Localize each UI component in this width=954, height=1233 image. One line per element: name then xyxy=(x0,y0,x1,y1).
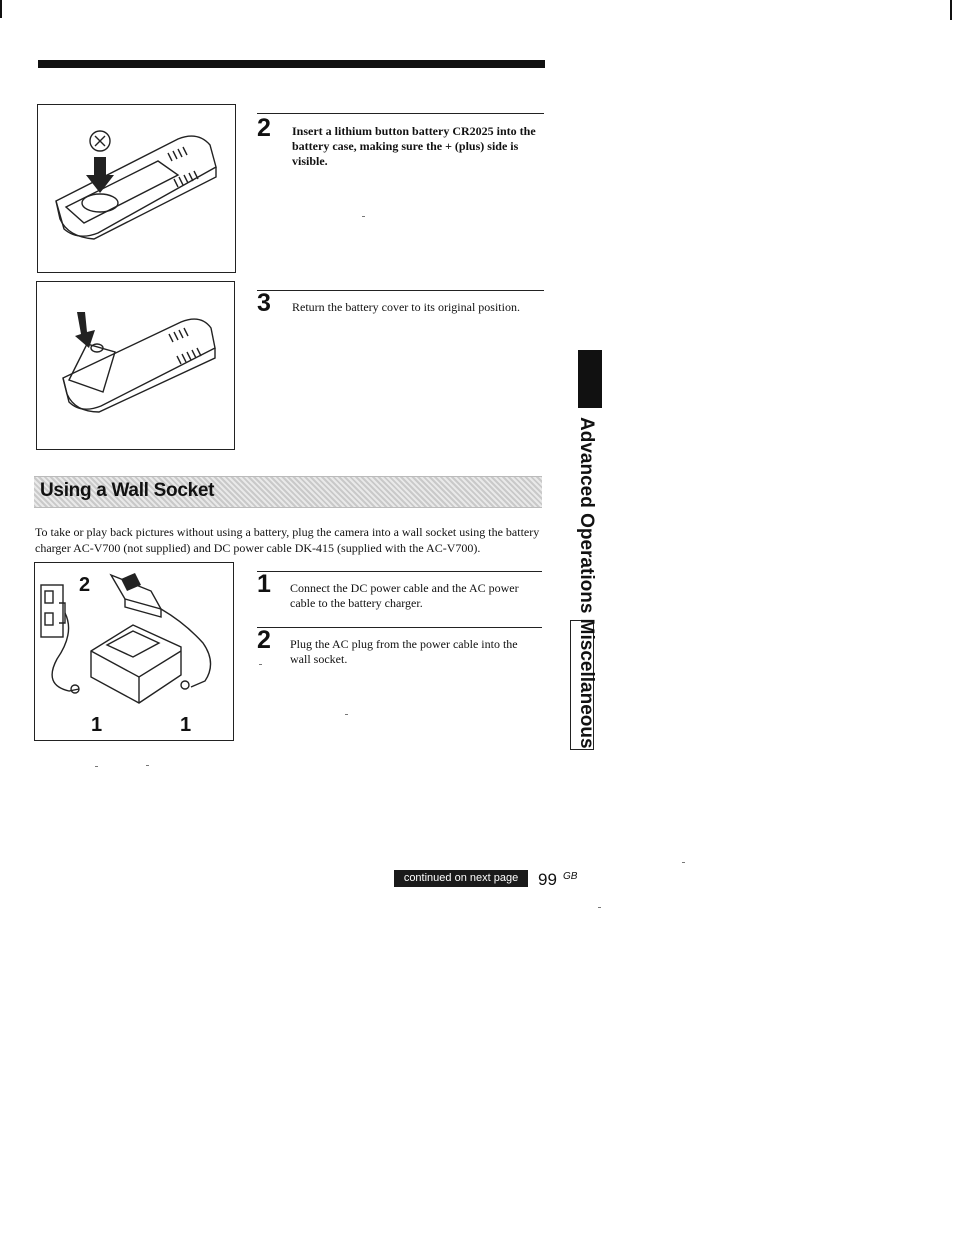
step-rule xyxy=(257,571,542,572)
section-intro: To take or play back pictures without using a battery, plug the camera into a wall socket using the battery charger AC-V700 (not supplied) and DC power cable DK-415 (supplied with the AC-V700). xyxy=(35,525,540,555)
wall-socket-illustration xyxy=(34,562,234,741)
continued-banner: continued on next page xyxy=(394,870,528,887)
step-number: 1 xyxy=(257,570,271,598)
scan-speck xyxy=(362,216,365,217)
step-rule xyxy=(257,113,544,114)
scan-speck xyxy=(598,907,601,908)
page-region-code: GB xyxy=(563,871,578,882)
callout-cable-left: 1 xyxy=(91,714,103,736)
scan-speck xyxy=(345,714,348,715)
page-edge-mark xyxy=(950,0,952,20)
step-number: 2 xyxy=(257,626,271,654)
section-title: Using a Wall Socket xyxy=(40,480,215,501)
scan-speck xyxy=(259,664,262,665)
step-rule xyxy=(257,627,542,628)
step-instruction: Return the battery cover to its original position. xyxy=(292,300,520,314)
section-thumb-block xyxy=(578,350,602,408)
page-number: 99 xyxy=(538,870,557,889)
scan-speck xyxy=(682,862,685,863)
battery-cover-illustration xyxy=(36,281,235,450)
step-number: 3 xyxy=(257,289,271,317)
section-thumb-label: Advanced Operations Miscellaneous xyxy=(576,417,597,749)
scan-speck xyxy=(146,765,149,766)
callout-wall-plug: 2 xyxy=(79,574,91,596)
step-instruction: Insert a lithium button battery CR2025 into the battery case, making sure the + (plus) side is visible. xyxy=(292,124,536,168)
step-instruction: Plug the AC plug from the power cable into the wall socket. xyxy=(290,637,518,666)
scan-speck xyxy=(95,766,98,767)
callout-cable-right: 1 xyxy=(180,714,192,736)
header-rule xyxy=(38,60,545,68)
page-edge-mark xyxy=(0,0,2,18)
step-number: 2 xyxy=(257,114,271,142)
step-instruction: Connect the DC power cable and the AC power cable to the battery charger. xyxy=(290,581,519,610)
battery-insert-illustration xyxy=(37,104,236,273)
step-rule xyxy=(257,290,544,291)
